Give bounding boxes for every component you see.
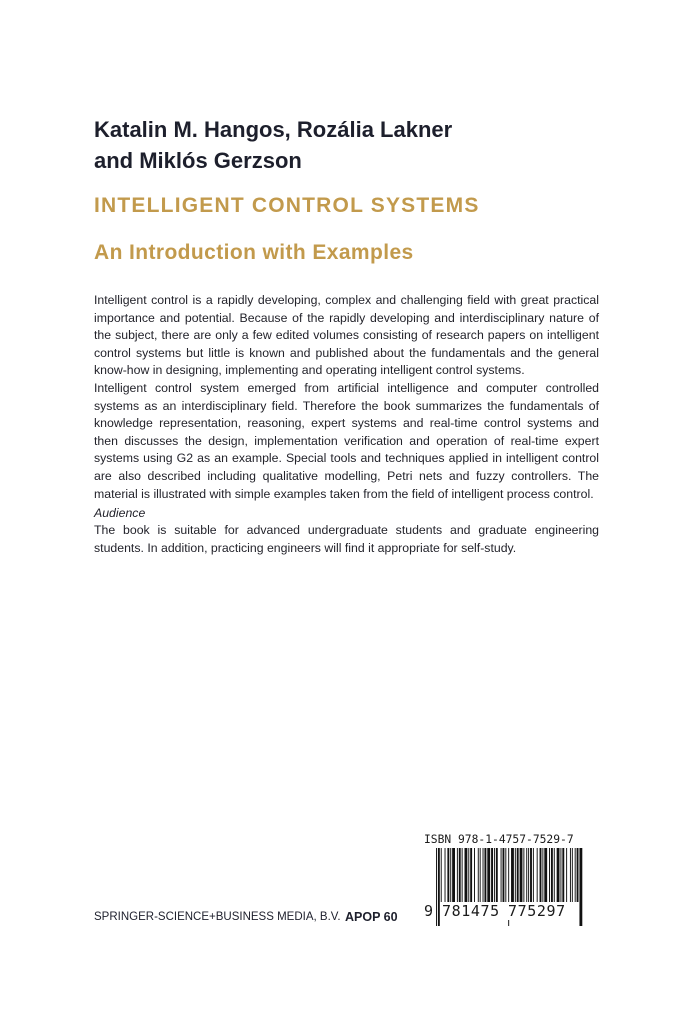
authors-block xyxy=(94,114,614,176)
authors-line-1: Katalin M. Hangos, Rozália Lakner xyxy=(94,117,453,142)
book-subtitle: An Introduction with Examples xyxy=(94,241,414,264)
barcode-digit-first: 9 xyxy=(424,902,434,920)
audience-text: The book is suitable for advanced undergraduate students and graduate engineering students. In addition, practicing engineers will find it appropriate for self-study. xyxy=(94,523,599,555)
audience-heading: Audience xyxy=(94,506,146,520)
book-title: INTELLIGENT CONTROL SYSTEMS xyxy=(94,194,480,217)
authors-line-2: and Miklós Gerzson xyxy=(94,148,302,173)
description-paragraph-2: Intelligent control system emerged from artificial intelligence and computer controlled systems as an interdisciplinary field. Therefore the book summarizes the fundamentals of knowledge representation, reasoning, expert systems and real-time control systems and then discusses the design, implementation verification and operation of real-time expert systems using G2 as an example. Special tools and techniques applied in intelligent control are also described including qualitative modelling, Petri nets and fuzzy controllers. The material is illustrated with simple examples taken from the field of intelligent process control. xyxy=(94,380,599,501)
barcode-digits-right: 775297 xyxy=(508,902,566,920)
publisher-name: SPRINGER-SCIENCE+BUSINESS MEDIA, B.V. xyxy=(94,911,341,923)
isbn-label: ISBN 978-1-4757-7529-7 xyxy=(424,833,574,846)
description-paragraph-1: Intelligent control is a rapidly developing, complex and challenging field with great practical importance and potential. Because of the rapidly developing and interdisciplinary nature of the subject, there are only a few edited volumes consisting of research papers on intelligent control systems but little is known and published about the fundamentals and the general know-how in designing, implementing and operating intelligent control systems. xyxy=(94,293,599,378)
series-code: APOP 60 xyxy=(345,910,398,924)
description xyxy=(94,292,599,503)
barcode-digits-left: 781475 xyxy=(442,902,500,920)
